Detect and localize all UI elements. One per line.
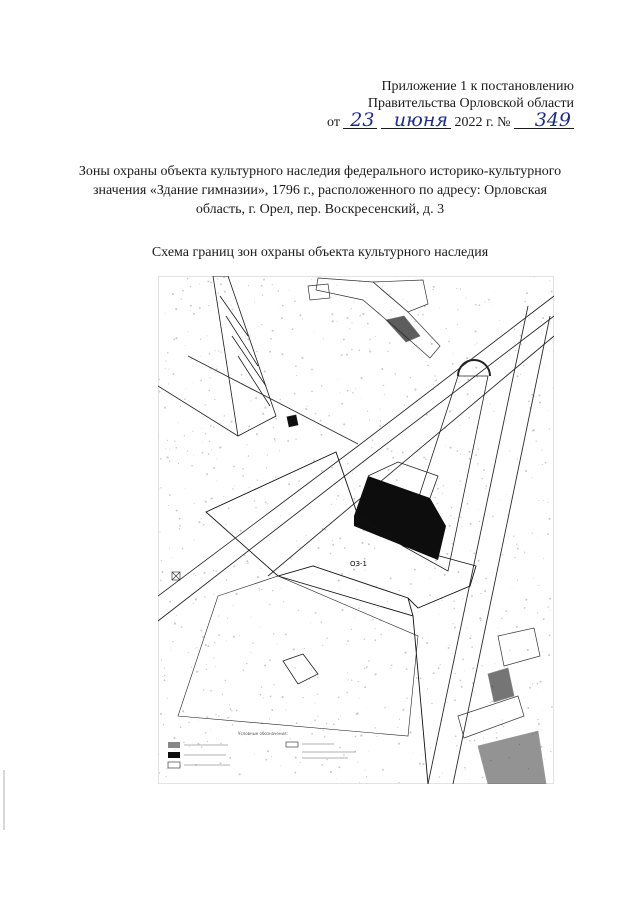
date-prefix: от: [327, 115, 340, 130]
legend-swatch-3: [168, 762, 180, 768]
legend-scribbles: [184, 744, 356, 765]
legend-heading: Условные обозначения:: [238, 731, 288, 736]
legend-swatch-2: [168, 752, 180, 758]
appendix-date-line: [327, 109, 574, 131]
zone-label-oz1: ОЗ-1: [350, 560, 367, 568]
appendix-line-2: Правительства Орловской области: [367, 96, 574, 111]
protected-building: [354, 462, 446, 560]
zone-map: [158, 276, 554, 784]
handwritten-month: июня: [381, 112, 451, 129]
map-background-texture: [158, 276, 554, 784]
appendix-line-1: Приложение 1 к постановлению: [381, 79, 574, 94]
plaza-square: [178, 576, 418, 736]
map-narrow-lot: [213, 276, 298, 436]
map-top-buildings: [308, 278, 440, 358]
zone-map-svg: [158, 276, 554, 784]
map-right-buildings: [458, 628, 546, 784]
map-marker: [172, 572, 180, 580]
document-title: Зоны охраны объекта культурного наследия федерального историко-культурного значения «Здание гимназии», 1796 г., расположенного по адресу: Орловская область, г. Орел, пер. Воскресенский, д. 3: [78, 164, 562, 217]
scan-edge-mark: [3, 770, 5, 830]
legend-swatch-1: [168, 742, 180, 748]
appendix-header: [327, 78, 574, 131]
handwritten-number: 349: [514, 112, 574, 129]
map-frame: [159, 277, 554, 784]
handwritten-day: 23: [343, 112, 377, 129]
date-year: 2022 г. №: [454, 115, 511, 130]
scheme-title: Схема границ зон охраны объекта культурного наследия: [151, 245, 489, 260]
map-legend: [168, 731, 356, 768]
legend-swatch-4: [286, 742, 298, 747]
